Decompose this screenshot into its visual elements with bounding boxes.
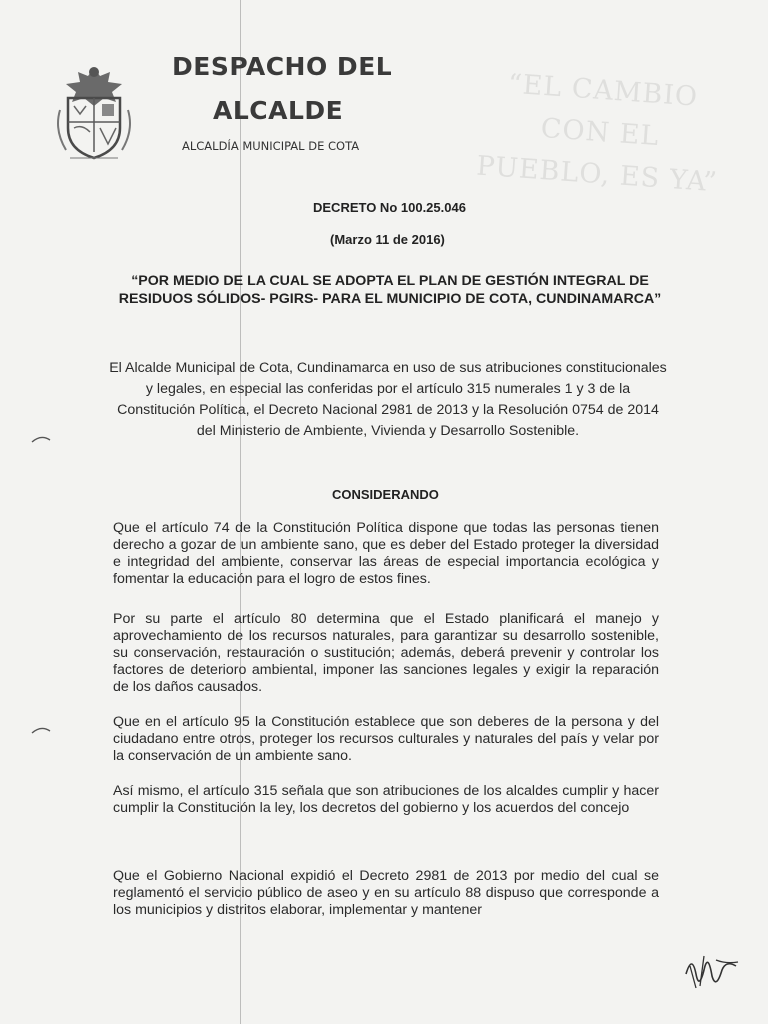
intro-paragraph: El Alcalde Municipal de Cota, Cundinamarca en uso de sus atribuciones constitucionales y legales, en especial las conferidas por el artículo 315 numerales 1 y 3 de la Constitución Política, el Decreto Nacional 2981 de 2013 y la Resolución 0754 de 2014 del Ministerio de Ambiente, Vivienda y Desarrollo Sostenible. bbox=[109, 360, 667, 439]
considerando-paragraph: Que el artículo 74 de la Constitución Política dispone que todas las personas tienen derecho a gozar de un ambiente sano, que es deber del Estado proteger la diversidad e integridad del ambiente, conservar las áreas de especial importancia ecológica y fomentar la educación para el logro de estos fines. bbox=[113, 520, 659, 587]
section-title-considerando: CONSIDERANDO bbox=[332, 487, 439, 502]
office-title-line1: DESPACHO DEL bbox=[172, 52, 393, 81]
margin-mark-icon bbox=[30, 434, 52, 444]
considerando-paragraph: Que en el artículo 95 la Constitución establece que son deberes de la persona y del ciudadano entre otros, proteger los recursos culturales y naturales del país y velar por la conservación de un ambiente sano. bbox=[113, 714, 659, 764]
decree-number: DECRETO No 100.25.046 bbox=[313, 200, 466, 215]
decree-date: (Marzo 11 de 2016) bbox=[330, 232, 445, 247]
bleed-through-watermark: “EL CAMBIO CON EL PUEBLO, ES YA” bbox=[475, 68, 719, 199]
municipal-crest-icon bbox=[50, 60, 138, 164]
office-title-line2: ALCALDE bbox=[213, 96, 344, 125]
considerando-paragraph: Que el Gobierno Nacional expidió el Decreto 2981 de 2013 por medio del cual se reglamentó el servicio público de aseo y en su artículo 88 dispuso que corresponde a los municipios y distritos elaborar, implementar y mantener bbox=[113, 868, 659, 918]
decree-heading: “POR MEDIO DE LA CUAL SE ADOPTA EL PLAN DE GESTIÓN INTEGRAL DE RESIDUOS SÓLIDOS- PGIRS- PARA EL MUNICIPIO DE COTA, CUNDINAMARCA” bbox=[118, 273, 662, 307]
considerando-paragraph: Así mismo, el artículo 315 señala que son atribuciones de los alcaldes cumplir y hacer cumplir la Constitución la ley, los decretos del gobierno y los acuerdos del concejo bbox=[113, 783, 659, 816]
considerando-paragraph: Por su parte el artículo 80 determina que el Estado planificará el manejo y aprovechamiento de los recursos naturales, para garantizar su desarrollo sostenible, su conservación, restauración o sustitución; además, deberá prevenir y controlar los factores de deterioro ambiental, imponer las sanciones legales y exigir la reparación de los daños causados. bbox=[113, 611, 659, 695]
handwritten-signature-icon bbox=[680, 946, 744, 994]
municipality-subtitle: ALCALDÍA MUNICIPAL DE COTA bbox=[182, 139, 360, 153]
margin-mark-icon bbox=[30, 725, 52, 735]
